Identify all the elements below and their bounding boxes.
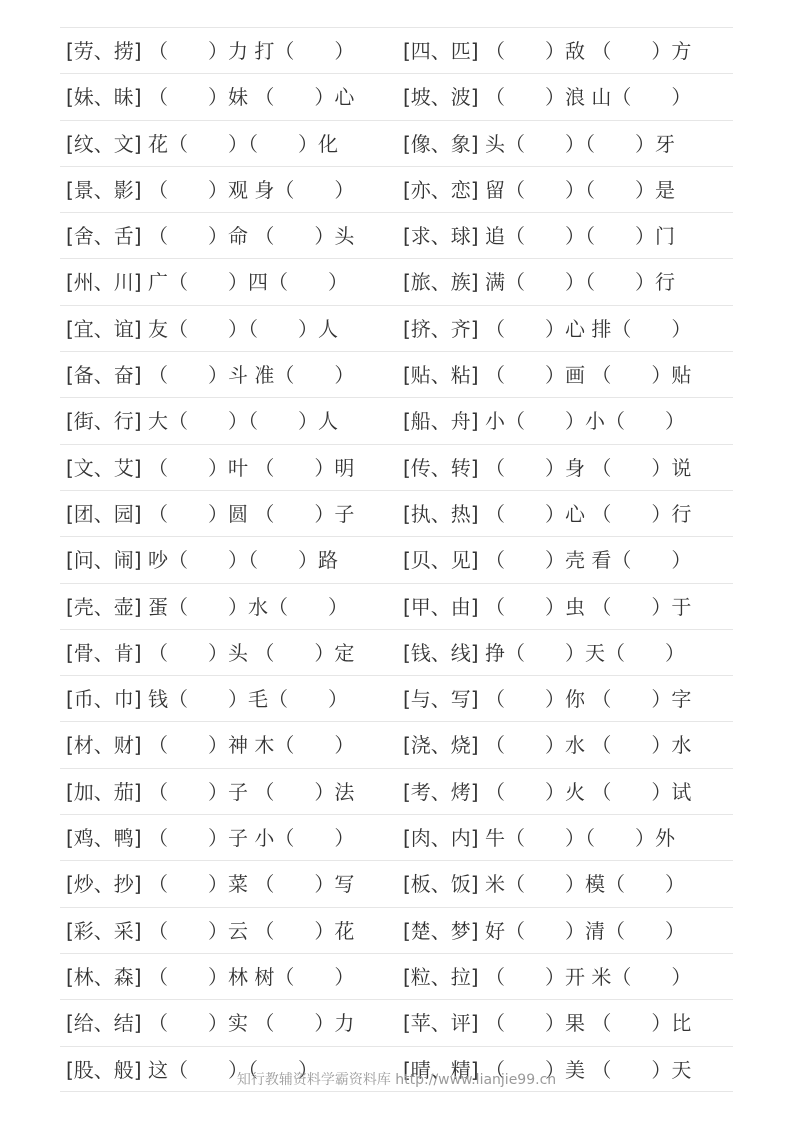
exercise-row	[60, 721, 733, 767]
word-pair-left: [林、森] （ ）林 树（ ）	[66, 964, 355, 989]
exercise-row	[60, 814, 733, 860]
word-pair-right: [钱、线] 挣（ ）天（ ）	[403, 640, 685, 665]
word-pair-left: [团、园] （ ）圆 （ ）子	[66, 501, 355, 526]
word-pair-right: [楚、梦] 好（ ）清（ ）	[403, 918, 685, 943]
word-pair-right: [甲、由] （ ）虫 （ ）于	[403, 594, 692, 619]
word-pair-left: [股、般] 这（ ）（ ）	[66, 1057, 318, 1082]
exercise-row	[60, 305, 733, 351]
word-pair-left: [州、川] 广（ ）四（ ）	[66, 270, 348, 295]
word-pair-right: [浇、烧] （ ）水 （ ）水	[403, 733, 692, 758]
word-pair-left: [壳、壶] 蛋（ ）水（ ）	[66, 594, 348, 619]
word-pair-right: [苹、评] （ ）果 （ ）比	[403, 1011, 692, 1036]
word-pair-right: [亦、恋] 留（ ）（ ）是	[403, 177, 675, 202]
word-pair-right: [贝、见] （ ）壳 看（ ）	[403, 548, 692, 573]
word-pair-left: [鸡、鸭] （ ）子 小（ ）	[66, 826, 355, 851]
exercise-row	[60, 212, 733, 258]
word-pair-right: [船、舟] 小（ ）小（ ）	[403, 409, 685, 434]
exercise-row	[60, 583, 733, 629]
word-pair-left: [炒、抄] （ ）菜 （ ）写	[66, 872, 355, 897]
word-pair-right: [旅、族] 满（ ）（ ）行	[403, 270, 675, 295]
word-pair-left: [骨、肯] （ ）头 （ ）定	[66, 640, 355, 665]
word-pair-left: [问、闹] 吵（ ）（ ）路	[66, 548, 338, 573]
word-pair-right: [四、匹] （ ）敌 （ ）方	[403, 39, 692, 63]
exercise-row	[60, 768, 733, 814]
word-pair-left: [币、巾] 钱（ ）毛（ ）	[66, 687, 348, 712]
word-pair-left: [材、财] （ ）神 木（ ）	[66, 733, 355, 758]
word-pair-left: [文、艾] （ ）叶 （ ）明	[66, 455, 355, 480]
exercise-row	[60, 907, 733, 953]
exercise-row	[60, 536, 733, 582]
word-pair-left: [妹、昧] （ ）妹 （ ）心	[66, 85, 355, 110]
exercise-row	[60, 397, 733, 443]
word-pair-left: [纹、文] 花（ ）（ ）化	[66, 131, 338, 156]
word-pair-left: [备、奋] （ ）斗 准（ ）	[66, 363, 355, 388]
word-pair-left: [给、结] （ ）实 （ ）力	[66, 1011, 355, 1036]
word-pair-right: [求、球] 追（ ）（ ）门	[403, 224, 675, 249]
word-pair-right: [坡、波] （ ）浪 山（ ）	[403, 85, 692, 110]
word-pair-right: [传、转] （ ）身 （ ）说	[403, 455, 692, 480]
exercise-row	[60, 675, 733, 721]
word-pair-left: [劳、捞] （ ）力 打（ ）	[66, 39, 355, 63]
exercise-row	[60, 166, 733, 212]
exercise-row	[60, 27, 733, 73]
exercise-row	[60, 953, 733, 999]
word-pair-right: [考、烤] （ ）火 （ ）试	[403, 779, 692, 804]
exercise-sheet	[60, 27, 733, 1092]
exercise-row	[60, 860, 733, 906]
exercise-row	[60, 490, 733, 536]
word-pair-right: [贴、粘] （ ）画 （ ）贴	[403, 363, 692, 388]
word-pair-right: [执、热] （ ）心 （ ）行	[403, 501, 692, 526]
exercise-row	[60, 444, 733, 490]
watermark-text: 知行教辅资料学霸资料库 http://www.lianjie99.cn	[236, 1072, 557, 1088]
word-pair-right: [挤、齐] （ ）心 排（ ）	[403, 316, 692, 341]
exercise-row	[60, 258, 733, 304]
word-pair-right: [晴、精] （ ）美 （ ）天	[403, 1057, 692, 1082]
word-pair-left: [街、行] 大（ ）（ ）人	[66, 409, 338, 434]
exercise-row	[60, 999, 733, 1045]
exercise-row	[60, 1046, 733, 1092]
word-pair-right: [粒、拉] （ ）开 米（ ）	[403, 964, 692, 989]
word-pair-left: [彩、采] （ ）云 （ ）花	[66, 918, 355, 943]
word-pair-right: [肉、内] 牛（ ）（ ）外	[403, 826, 675, 851]
exercise-row	[60, 73, 733, 119]
exercise-row	[60, 120, 733, 166]
exercise-row	[60, 351, 733, 397]
word-pair-left: [景、影] （ ）观 身（ ）	[66, 177, 355, 202]
word-pair-right: [像、象] 头（ ）（ ）牙	[403, 131, 675, 156]
word-pair-right: [与、写] （ ）你 （ ）字	[403, 687, 692, 712]
word-pair-left: [加、茄] （ ）子 （ ）法	[66, 779, 355, 804]
word-pair-left: [宜、谊] 友（ ）（ ）人	[66, 316, 338, 341]
word-pair-right: [板、饭] 米（ ）模（ ）	[403, 872, 685, 897]
word-pair-left: [舍、舌] （ ）命 （ ）头	[66, 224, 355, 249]
exercise-row	[60, 629, 733, 675]
